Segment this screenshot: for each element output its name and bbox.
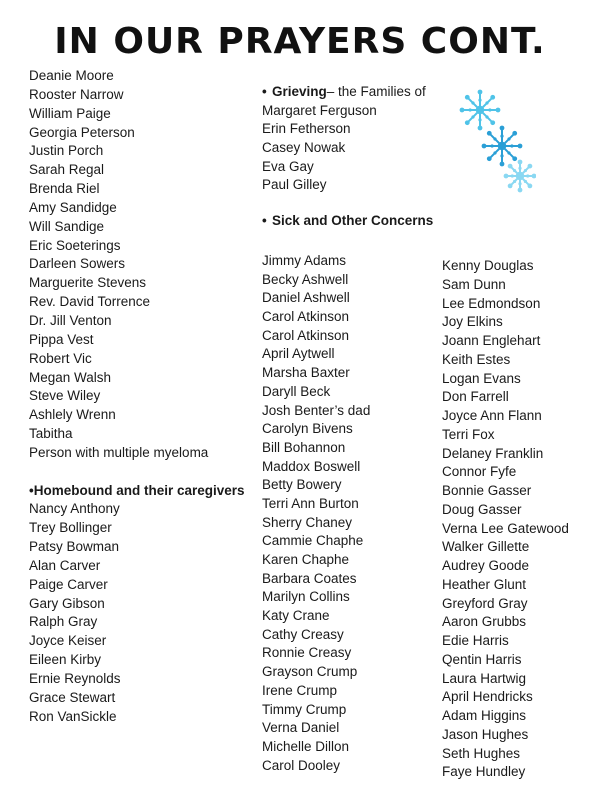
list-item: Faye Hundley [442,764,526,780]
list-item: Nancy Anthony [29,501,120,517]
list-item: Alan Carver [29,557,101,573]
list-item: Amy Sandidge [29,199,117,215]
list-item: Justin Porch [29,143,104,159]
grieving-heading-rest: – the Families of [326,84,426,99]
list-item: Pippa Vest [29,331,94,347]
list-item: Marsha Baxter [262,365,350,381]
list-item: Logan Evans [442,370,521,386]
list-item: Eric Soeterings [29,237,121,253]
list-item: Heather Glunt [442,576,527,592]
list-item: Georgia Peterson [29,124,135,140]
list-item: Qentin Harris [442,651,522,667]
list-item: Ernie Reynolds [29,671,121,686]
list-item: Carol Dooley [262,757,341,773]
list-item: Will Sandige [29,218,105,234]
list-item: Cathy Creasy [262,626,344,642]
list-item: Karen Chaphe [262,552,350,567]
list-item: Ashlely Wrenn [29,407,116,423]
list-item: Greyford Gray [442,595,528,611]
list-item: Bonnie Gasser [442,483,532,498]
grieving-names [262,102,426,195]
sick-heading-label: Sick and Other Concerns [272,213,434,228]
list-item: Steve Wiley [29,388,101,404]
snowflake-icon [482,126,523,167]
list-item: Walker Gillette [442,539,530,555]
list-item: Seth Hughes [442,745,521,761]
list-item: Lee Edmondson [442,295,541,311]
list-item: Margaret Ferguson [262,102,377,118]
list-item: Ronnie Creasy [262,645,352,661]
list-item: Joy Elkins [442,314,503,330]
list-item: Tabitha [29,426,73,442]
list-item: Cammie Chaphe [262,533,364,549]
list-item: Erin Fetherson [262,121,351,137]
list-item: Edie Harris [442,633,509,648]
snowflake-icon [460,90,501,131]
sick-list-column-3 [442,257,569,782]
list-item: Ralph Gray [29,614,98,630]
list-item: Laura Hartwig [442,670,527,686]
list-item: Betty Bowery [262,477,342,493]
list-item: Deanie Moore [29,68,114,83]
list-item: Audrey Goode [442,558,530,573]
list-item: Jason Hughes [442,726,529,742]
list-item: Eva Gay [262,158,314,174]
list-item: Don Farrell [442,389,509,405]
list-item: Joyce Keiser [29,633,107,649]
page-title: IN OUR PRAYERS CONT. [54,21,546,62]
list-item: Daryll Beck [262,383,331,399]
list-item: Casey Nowak [262,140,346,156]
list-item: Rev. David Torrence [29,294,151,310]
list-item: Becky Ashwell [262,271,349,287]
list-item: Michelle Dillon [262,738,350,754]
prayer-list-column-1 [29,67,245,727]
list-item: Terri Fox [442,426,495,442]
list-item: Delaney Franklin [442,445,544,461]
list-item: Grace Stewart [29,689,116,705]
list-item: Doug Gasser [442,501,522,517]
list-item: Carol Atkinson [262,327,350,343]
list-item: Sherry Chaney [262,514,353,530]
grieving-heading-label: Grieving [272,84,327,99]
list-item: Dr. Jill Venton [29,312,112,328]
list-item: Irene Crump [262,682,338,698]
list-item: Robert Vic [29,350,92,366]
list-item: Eileen Kirby [29,652,102,668]
list-item: Darleen Sowers [29,256,126,272]
snowflake-icon [504,160,536,193]
list-item: Bill Bohannon [262,439,346,455]
list-item: Aaron Grubbs [442,614,527,630]
list-item: Paige Carver [29,576,108,592]
list-item: Trey Bollinger [29,520,112,536]
list-item: Barbara Coates [262,570,357,586]
list-item: Josh Benter’s dad [262,402,371,418]
list-item: Carolyn Bivens [262,421,353,437]
bullet-icon: • [262,213,267,228]
list-item: Maddox Boswell [262,458,361,474]
list-item: Carol Atkinson [262,309,350,325]
list-item: Marilyn Collins [262,589,350,605]
bullet-icon: • [262,84,267,99]
list-item: Joann Englehart [442,333,541,348]
list-item: Patsy Bowman [29,539,120,555]
list-item: Paul Gilley [262,177,327,193]
sick-heading [262,213,433,228]
spacer [29,463,245,482]
list-item: Joyce Ann Flann [442,408,542,423]
list-item: April Aytwell [262,346,335,362]
list-item: Ron VanSickle [29,708,117,724]
list-item: Timmy Crump [262,701,347,717]
list-item: Adam Higgins [442,708,527,723]
grieving-section [262,83,426,195]
list-item: Rooster Narrow [29,86,124,102]
grieving-heading [262,83,426,102]
homebound-heading-label: Homebound and their caregivers [33,482,245,498]
list-item: Sam Dunn [442,276,506,292]
list-item: Sarah Regal [29,162,105,178]
list-item: Marguerite Stevens [29,275,147,291]
sick-list-column-2 [262,252,370,775]
list-item: William Paige [29,105,111,121]
list-item: Verna Daniel [262,720,340,736]
snowflake-decoration [456,88,536,200]
list-item: Verna Lee Gatewood [442,520,569,536]
list-item: Keith Estes [442,351,511,367]
list-item: April Hendricks [442,689,533,705]
list-item: Connor Fyfe [442,464,517,480]
list-item: Brenda Riel [29,181,100,197]
bullet-icon: • [29,482,34,498]
list-item: Grayson Crump [262,664,358,680]
homebound-heading [29,482,245,501]
list-item: Gary Gibson [29,595,105,611]
list-item: Terri Ann Burton [262,495,359,511]
list-item: Person with multiple myeloma [29,444,209,460]
list-item: Megan Walsh [29,369,112,385]
list-item: Katy Crane [262,608,330,624]
list-item: Daniel Ashwell [262,290,350,306]
list-item: Kenny Douglas [442,258,534,273]
list-item: Jimmy Adams [262,253,347,268]
